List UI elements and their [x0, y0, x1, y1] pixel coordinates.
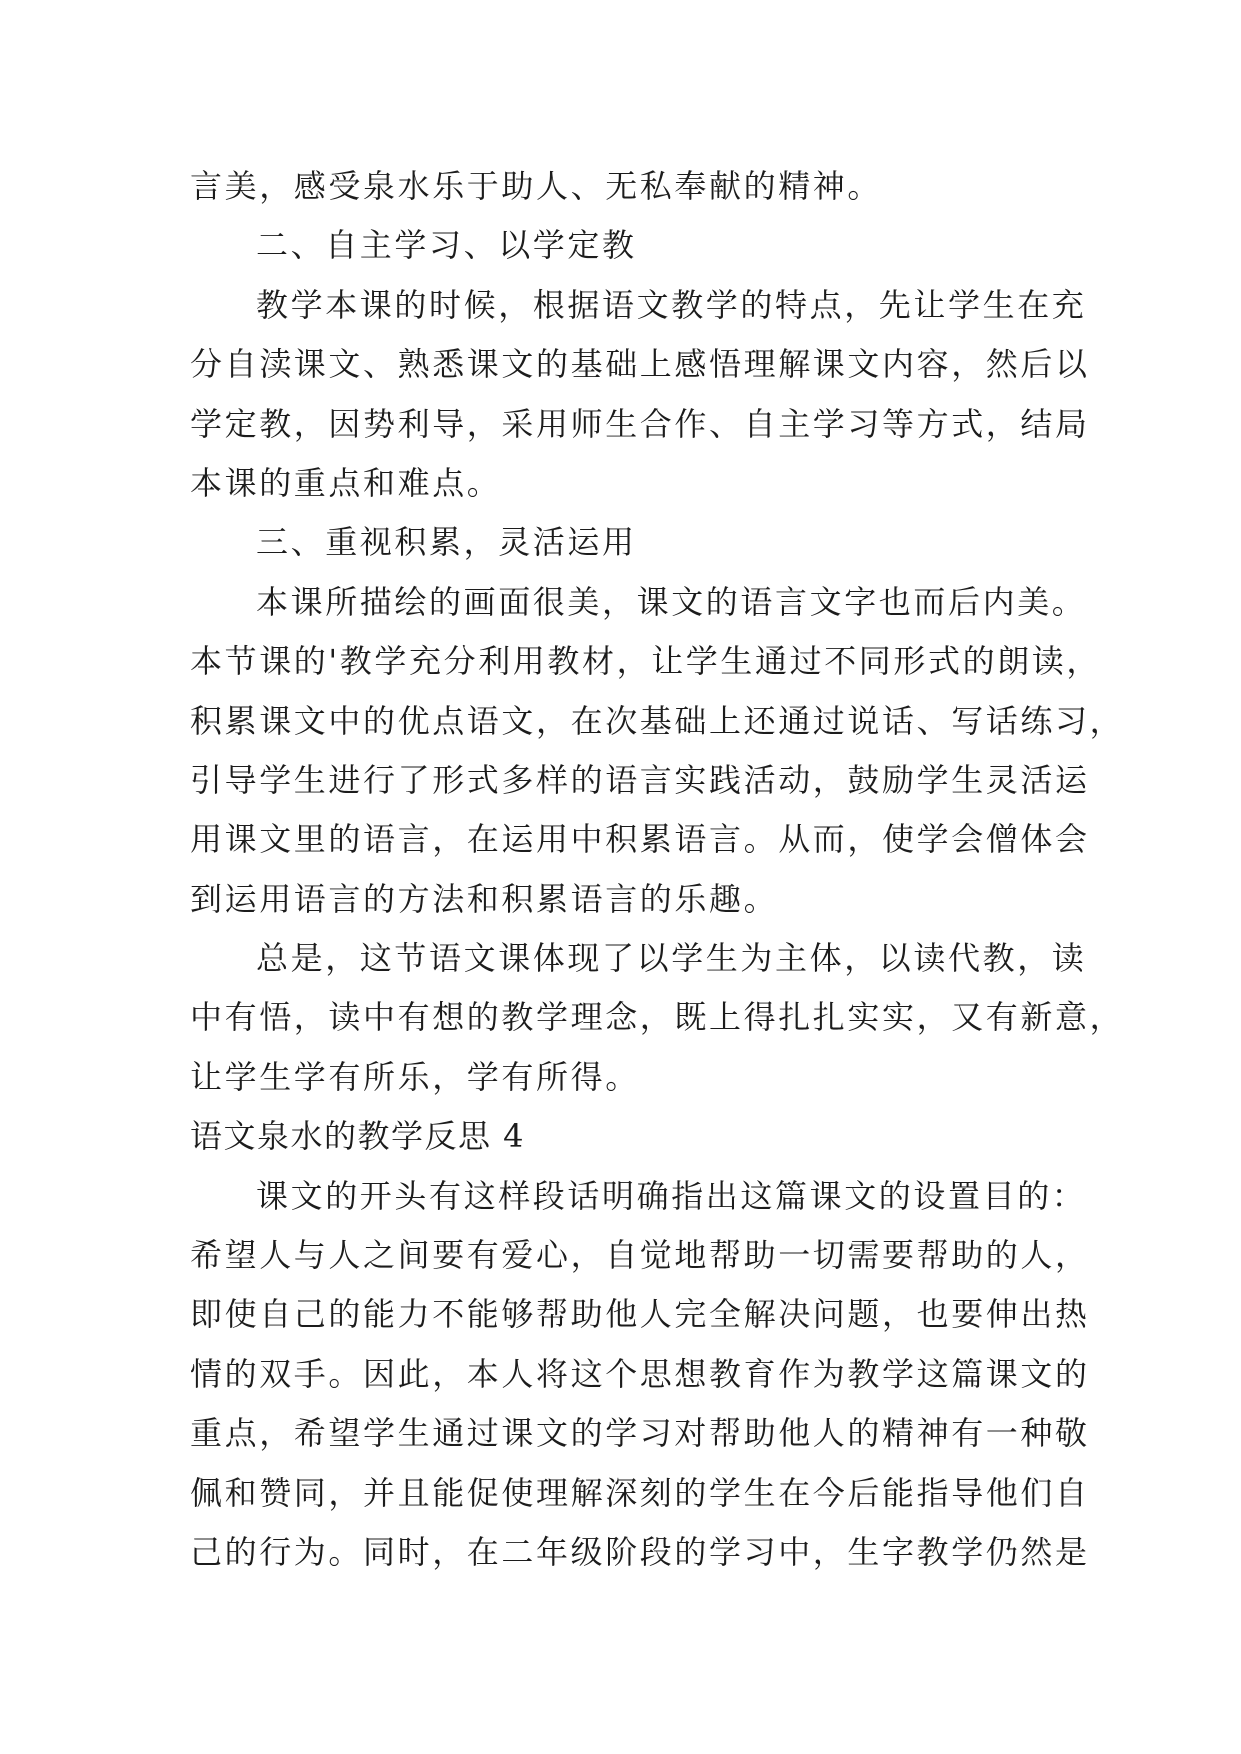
paragraph-line: 佩和赞同，并且能促使理解深刻的学生在今后能指导他们自: [190, 1473, 1090, 1512]
paragraph-line: 总是，这节语文课体现了以学生为主体，以读代教，读: [256, 939, 1087, 978]
paragraph-line: 即使自己的能力不能够帮助他人完全解决问题，也要伸出热: [190, 1295, 1090, 1334]
paragraph-line: 引导学生进行了形式多样的语言实践活动，鼓励学生灵活运: [190, 760, 1090, 799]
paragraph-line: 中有悟，读中有想的教学理念，既上得扎扎实实，又有新意，: [190, 998, 1125, 1037]
paragraph-line: 己的行为。同时，在二年级阶段的学习中，生字教学仍然是: [190, 1532, 1090, 1571]
paragraph-line: 本课的重点和难点。: [190, 463, 502, 502]
paragraph-line: 课文的开头有这样段话明确指出这篇课文的设置目的：: [256, 1176, 1087, 1215]
paragraph-line: 本课所描绘的画面很美，课文的语言文字也而后内美。: [256, 582, 1087, 621]
paragraph-line: 重点，希望学生通过课文的学习对帮助他人的精神有一种敬: [190, 1414, 1090, 1453]
article-title: 语文泉水的教学反思 4: [190, 1117, 526, 1156]
section-heading: 三、重视积累，灵活运用: [256, 523, 637, 562]
paragraph-line: 情的双手。因此，本人将这个思想教育作为教学这篇课文的: [190, 1354, 1090, 1393]
paragraph-line: 积累课文中的优点语文，在次基础上还通过说话、写话练习，: [190, 701, 1125, 740]
section-heading: 二、自主学习、以学定教: [256, 226, 637, 265]
paragraph-line: 到运用语言的方法和积累语言的乐趣。: [190, 879, 779, 918]
paragraph-line: 分自渎课文、熟悉课文的基础上感悟理解课文内容，然后以: [190, 345, 1090, 384]
paragraph-line: 教学本课的时候，根据语文教学的特点，先让学生在充: [256, 285, 1087, 324]
paragraph-line: 希望人与人之间要有爱心，自觉地帮助一切需要帮助的人，: [190, 1236, 1090, 1275]
paragraph-line: 用课文里的语言，在运用中积累语言。从而，使学会僧体会: [190, 820, 1090, 859]
paragraph-line: 本节课的'教学充分利用教材，让学生通过不同形式的朗读，: [190, 642, 1101, 681]
paragraph-line: 学定教，因势利导，采用师生合作、自主学习等方式，结局: [190, 404, 1090, 443]
paragraph-line: 让学生学有所乐，学有所得。: [190, 1057, 640, 1096]
document-body: [190, 157, 1125, 1582]
paragraph-line: 言美，感受泉水乐于助人、无私奉献的精神。: [190, 167, 883, 205]
